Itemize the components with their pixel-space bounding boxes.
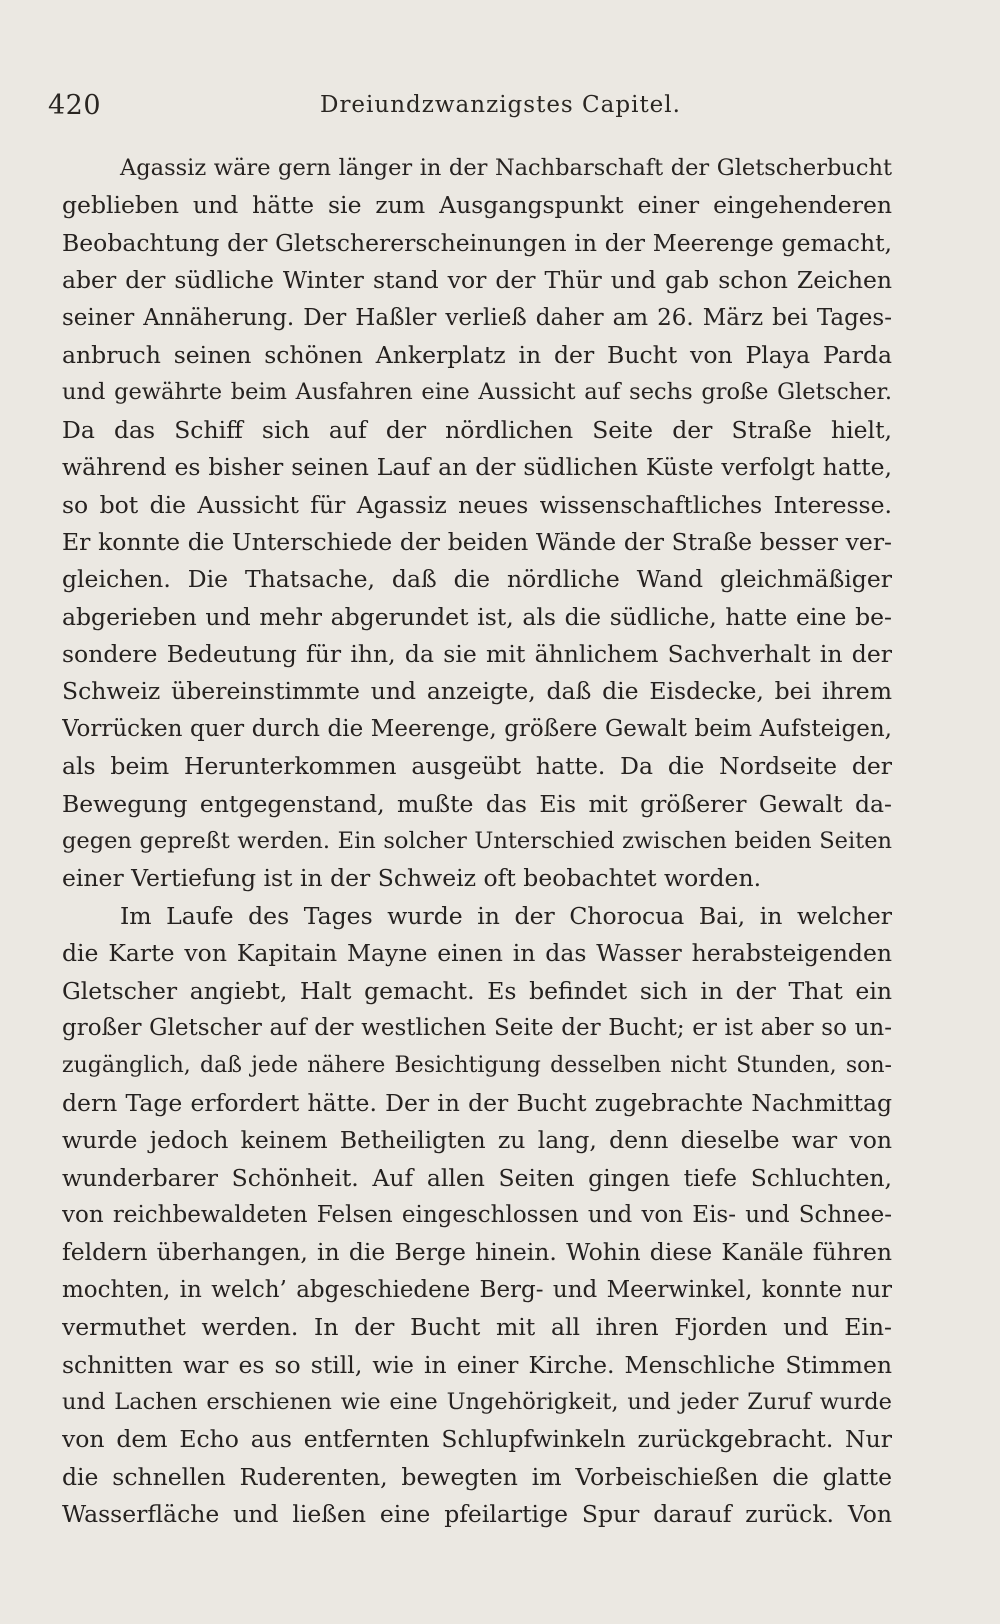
text-line: die schnellen Ruderenten, bewegten im Vorbeischießen die glatte [62, 1462, 892, 1491]
text-line: mochten, in welch’ abgeschiedene Berg- und Meerwinkel, konnte nur [62, 1276, 892, 1303]
text-line: Wasserfläche und ließen eine pfeilartige Spur darauf zurück. Von [62, 1500, 892, 1529]
text-line: einer Vertiefung ist in der Schweiz oft beobachtet worden. [62, 864, 762, 893]
text-line: und Lachen erschienen wie eine Ungehörigkeit, und jeder Zuruf wurde [62, 1388, 892, 1415]
text-line: wunderbarer Schönheit. Auf allen Seiten gingen tiefe Schluchten, [62, 1163, 892, 1192]
text-line: wurde jedoch keinem Betheiligten zu lang, denn dieselbe war von [62, 1126, 892, 1155]
text-line: seiner Annäherung. Der Haßler verließ daher am 26. März bei Tages- [62, 304, 892, 331]
text-line: dern Tage erfordert hätte. Der in der Bucht zugebrachte Nachmittag [62, 1088, 892, 1117]
text-line: großer Gletscher auf der westlichen Seite der Bucht; er ist aber so un- [62, 1014, 892, 1041]
text-line: von reichbewaldeten Felsen eingeschlossen und von Eis- und Schnee- [62, 1201, 892, 1228]
text-line: vermuthet werden. In der Bucht mit all ihren Fjorden und Ein- [62, 1313, 892, 1342]
text-line: Agassiz wäre gern länger in der Nachbarschaft der Gletscherbucht [120, 155, 892, 181]
text-line: schnitten war es so still, wie in einer Kirche. Menschliche Stimmen [62, 1350, 892, 1379]
text-line: gegen gepreßt werden. Ein solcher Unterschied zwischen beiden Seiten [62, 828, 892, 855]
text-line: anbruch seinen schönen Ankerplatz in der Bucht von Playa Parda [62, 340, 892, 369]
text-line: Im Laufe des Tages wurde in der Chorocua Bai, in welcher [120, 901, 892, 930]
text-line: von dem Echo aus entfernten Schlupfwinkeln zurückgebracht. Nur [62, 1425, 892, 1454]
text-line: sondere Bedeutung für ihn, da sie mit ähnlichem Sachverhalt in der [62, 640, 892, 669]
text-line: aber der südliche Winter stand vor der Thür und gab schon Zeichen [62, 266, 892, 295]
text-line: abgerieben und mehr abgerundet ist, als die südliche, hatte eine be- [62, 602, 892, 631]
text-line: Gletscher angiebt, Halt gemacht. Es befindet sich in der That ein [62, 976, 892, 1005]
text-line: zugänglich, daß jede nähere Besichtigung desselben nicht Stunden, son- [62, 1053, 892, 1079]
text-line: Da das Schiff sich auf der nördlichen Seite der Straße hielt, [62, 415, 892, 444]
running-head: Dreiundzwanzigstes Capitel. [320, 92, 681, 118]
text-line: und gewährte beim Ausfahren eine Aussicht auf sechs große Gletscher. [62, 379, 892, 406]
page-header [48, 90, 892, 130]
text-line: Beobachtung der Gletschererscheinungen in der Meerenge gemacht, [62, 228, 892, 257]
page-number: 420 [48, 90, 102, 121]
text-line: Bewegung entgegenstand, mußte das Eis mit größerer Gewalt da- [62, 789, 892, 818]
text-line: gleichen. Die Thatsache, daß die nördliche Wand gleichmäßiger [62, 565, 892, 594]
body-text [62, 150, 892, 1533]
text-line: die Karte von Kapitain Mayne einen in das Wasser herabsteigenden [62, 939, 892, 968]
text-line: geblieben und hätte sie zum Ausgangspunkt einer eingehenderen [62, 191, 892, 220]
text-line: Vorrücken quer durch die Meerenge, größere Gewalt beim Aufsteigen, [62, 715, 892, 742]
text-line: als beim Herunterkommen ausgeübt hatte. Da die Nordseite der [62, 752, 892, 781]
text-line: feldern überhangen, in die Berge hinein. Wohin diese Kanäle führen [62, 1238, 892, 1267]
text-line: Schweiz übereinstimmte und anzeigte, daß die Eisdecke, bei ihrem [62, 677, 892, 706]
text-line: Er konnte die Unterschiede der beiden Wände der Straße besser ver- [62, 527, 892, 556]
text-line: während es bisher seinen Lauf an der südlichen Küste verfolgt hatte, [62, 453, 892, 482]
text-line: so bot die Aussicht für Agassiz neues wissenschaftliches Interesse. [62, 490, 892, 519]
